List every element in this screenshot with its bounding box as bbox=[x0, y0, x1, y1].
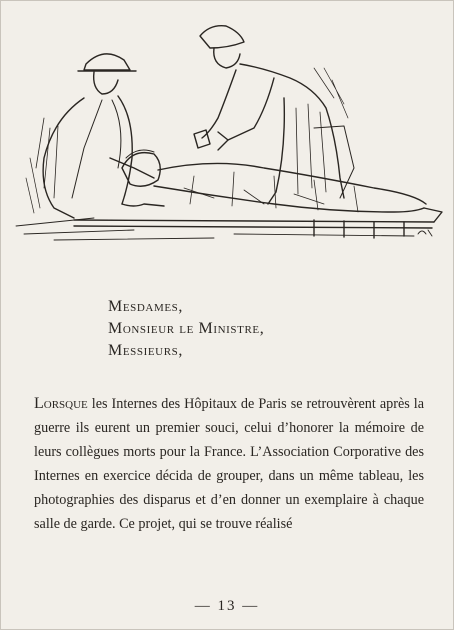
salutation-line-3: Messieurs, bbox=[108, 342, 183, 359]
salutation bbox=[108, 296, 264, 362]
paragraph-text: les Internes des Hôpitaux de Paris se retrouvèrent après la guerre ils eurent un premier souci, celui d’honorer la mémoire de leurs collègues morts pour la France. L’Association Corporative des Internes en exercice décida de grouper, dans un même tableau, les photographies des disparus et d’en donner un exemplaire à chaque salle de garde. Ce projet, qui se trouve réalisé bbox=[34, 396, 424, 532]
body-paragraph bbox=[34, 392, 424, 536]
salutation-line-1: Mesdames, bbox=[108, 298, 183, 315]
page-number: — 13 — bbox=[194, 598, 260, 614]
drawing-icon bbox=[14, 8, 444, 244]
salutation-line-2: Monsieur le Ministre, bbox=[108, 320, 265, 337]
first-word: Lorsque bbox=[34, 395, 88, 412]
illustration-nurse-and-soldier bbox=[14, 8, 444, 244]
